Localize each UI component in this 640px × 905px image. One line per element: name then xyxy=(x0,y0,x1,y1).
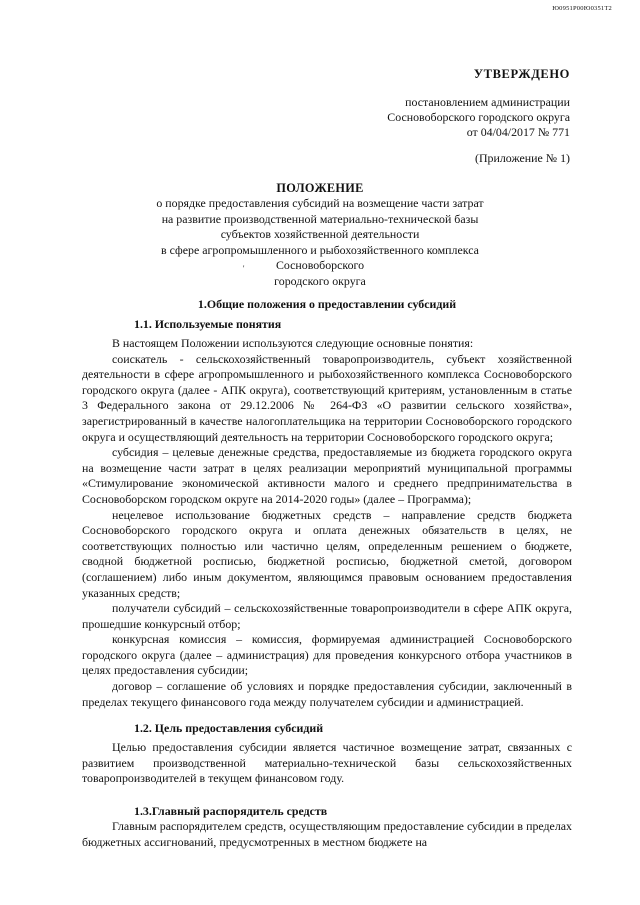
subtitle-line: субъектов хозяйственной деятельности xyxy=(220,227,420,242)
paragraph-intro: В настоящем Положении используются следующие основные понятия: xyxy=(112,336,474,350)
appendix-label: (Приложение № 1) xyxy=(475,151,570,165)
document-body xyxy=(82,296,572,850)
subsection-1-1-title: 1.1. Используемые понятия xyxy=(134,317,282,331)
approval-lines xyxy=(387,95,570,140)
paragraph-contract: договор – соглашение об условиях и порядке предоставления субсидии, заключенный в пределах текущего финансового года между получателем субсидии и администрацией. xyxy=(82,679,572,709)
subtitle-line: городского округа xyxy=(274,273,366,288)
tick-mark: ' xyxy=(243,264,245,273)
paragraph-applicant: соискатель - сельскохозяйственный товаропроизводитель, субъект хозяйственной деятельности в сфере агропромышленного и рыбохозяйственного комплекса Сосновоборского городского округа (далее - АПК округа), соответствующий критериям, установленным в статье 3 Федерального закона от 29.12.2006 № 264-ФЗ «О развитии сельского хозяйства», зарегистрированный в качестве налогоплательщика на территории Сосновоборского городского округа и осуществляющий деятельность на территории Сосновоборского городского округа; xyxy=(82,351,572,444)
section-1-title: 1.Общие положения о предоставлении субсидий xyxy=(197,297,457,311)
paragraph-manager: Главным распорядителем средств, осуществляющим предоставление субсидии в пределах бюджетных ассигнований, предусмотренных в местном бюджете на xyxy=(82,819,572,849)
paragraph-recipients: получатели субсидий – сельскохозяйственные товаропроизводители в сфере АПК округа, прошедшие конкурсный отбор; xyxy=(82,601,572,631)
approval-block xyxy=(387,66,570,140)
document-title-block xyxy=(120,180,520,290)
paragraph-misuse: нецелевое использование бюджетных средств – направление средств бюджета Сосновоборского городского округа и оплата денежных обязательств в целях, не соответствующих полностью или частично целям, определенным решением о бюджете, сводной бюджетной росписью, бюджетной росписью, бюджетной сметой, договором (соглашением) либо иным документом, являющимся правовым основанием предоставления указанных средств; xyxy=(82,507,572,600)
subtitle-line: о порядке предоставления субсидий на возмещение части затрат xyxy=(156,196,484,210)
subtitle-line: на развитие производственной материально-технической базы xyxy=(161,211,479,226)
approval-line: от 04/04/2017 № 771 xyxy=(466,125,570,139)
paragraph-subsidy: субсидия – целевые денежные средства, предоставляемые из бюджета городского округа на возмещение части затрат в целях реализации мероприятий муниципальной программы «Стимулирование экономической активности малого и среднего предпринимательства в Сосновоборском городском округе на 2014-2020 годы» (далее – Программа); xyxy=(82,445,572,506)
paragraph-goal: Целью предоставления субсидии является частичное возмещение затрат, связанных с развитием производственной материально-технической базы сельскохозяйственных товаропроизводителей в текущем финансовом году. xyxy=(82,740,572,786)
approval-line: Сосновоборского городского округа xyxy=(387,110,570,124)
approved-title: УТВЕРЖДЕНО xyxy=(473,67,570,81)
subsection-1-3-title: 1.3.Главный распорядитель средств xyxy=(134,804,328,819)
subtitle-line: в сфере агропромышленного и рыбохозяйственного комплекса Сосновоборского xyxy=(161,242,479,273)
subsection-1-2-title: 1.2. Цель предоставления субсидий xyxy=(134,721,324,736)
approval-line: постановлением администрации xyxy=(405,95,570,109)
document-code: Ю0951Р00Ю0351Т2 xyxy=(552,5,612,12)
document-title: ПОЛОЖЕНИЕ xyxy=(276,181,364,195)
document-subtitle xyxy=(120,196,520,290)
paragraph-commission: конкурсная комиссия – комиссия, формируемая администрацией Сосновоборского городского округа (далее – администрация) для проведения конкурсного отбора участников в целях предоставления субсидии; xyxy=(82,632,572,678)
